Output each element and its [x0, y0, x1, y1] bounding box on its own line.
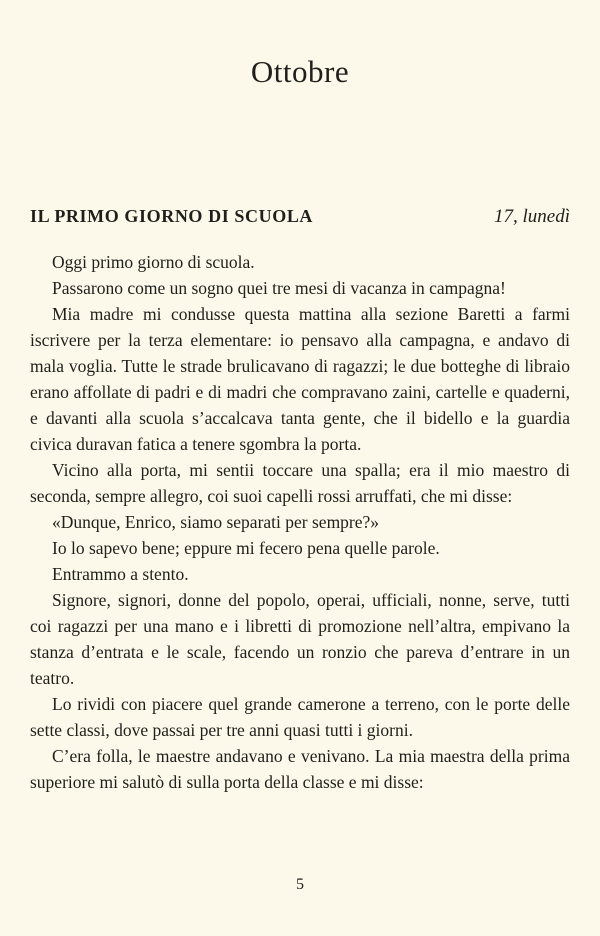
- paragraph: «Dunque, Enrico, siamo separati per sempre?»: [52, 512, 380, 532]
- paragraph: Oggi primo giorno di scuola.: [52, 252, 255, 272]
- section-heading: IL PRIMO GIORNO DI SCUOLA: [30, 206, 314, 226]
- paragraph: Mia madre mi condusse questa mattina alla sezione Baretti a farmi iscrivere per la terza elementare: io pensavo alla campagna, e andavo di mala voglia. Tutte le strade brulicavano di ragazzi; le due botteghe di libraio erano affollate di padri e di madri che compravano zaini, cartelle e quaderni, e davanti alla scuola s’accalcava tanta gente, che il bidello e la guardia civica duravan fatica a tenere sgombra la porta.: [30, 304, 570, 454]
- paragraph: Io lo sapevo bene; eppure mi fecero pena quelle parole.: [52, 538, 440, 558]
- paragraph: Lo rividi con piacere quel grande camerone a terreno, con le porte delle sette classi, dove passai per tre anni quasi tutti i giorni.: [30, 694, 570, 740]
- chapter-title: Ottobre: [250, 54, 350, 89]
- paragraph: C’era folla, le maestre andavano e venivano. La mia maestra della prima superiore mi salutò di sulla porta della classe e mi disse:: [30, 746, 570, 792]
- paragraph: Signore, signori, donne del popolo, operai, ufficiali, nonne, serve, tutti coi ragazzi per una mano e i libretti di promozione nell’altra, empivano la stanza d’entrata e le scale, facendo un ronzio che pareva d’entrare in un teatro.: [30, 590, 570, 688]
- page-number: 5: [296, 876, 304, 893]
- paragraph: Vicino alla porta, mi sentii toccare una spalla; era il mio maestro di seconda, sempre allegro, coi suoi capelli rossi arruffati, che mi disse:: [30, 460, 570, 506]
- paragraph: Entrammo a stento.: [52, 564, 189, 584]
- paragraph: Passarono come un sogno quei tre mesi di vacanza in campagna!: [52, 278, 506, 298]
- section-date: 17, lunedì: [494, 206, 570, 227]
- section-header: [30, 206, 570, 228]
- body-text: [30, 249, 570, 795]
